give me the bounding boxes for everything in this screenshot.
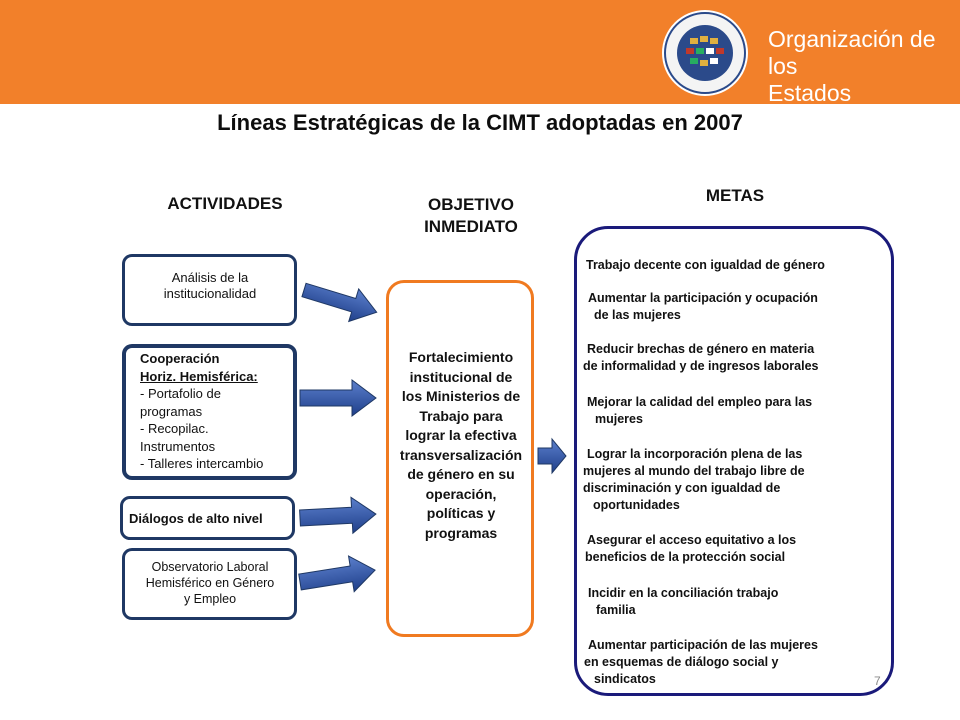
meta-item-5-line2: mujeres al mundo del trabajo libre de [583, 464, 805, 478]
objetivo-line10: programas [424, 524, 498, 541]
column-header-objetivo-line1: OBJETIVO [428, 195, 514, 214]
meta-item-1-line1: Trabajo decente con igualdad de género [586, 258, 825, 272]
activity-observatorio-line1: Observatorio Laboral [151, 560, 269, 574]
activity-cooperacion-line4: programas [140, 403, 203, 419]
column-header-objetivo-line2: INMEDIATO [424, 217, 518, 236]
meta-item-3-line2: de informalidad y de ingresos laborales [583, 359, 819, 373]
arrow-cooperacion-icon [300, 380, 376, 416]
meta-item-3 [583, 341, 819, 375]
activity-cooperacion-line7: - Talleres intercambio [140, 456, 264, 471]
meta-item-8-line1: Aumentar participación de las mujeres [588, 638, 818, 652]
activity-observatorio-line3: y Empleo [183, 592, 237, 606]
objetivo-text [390, 348, 532, 543]
meta-item-7-line2: familia [596, 603, 636, 617]
page-title: Líneas Estratégicas de la CIMT adoptadas en 2007 [217, 110, 743, 135]
activity-analisis-line1: Análisis de la [171, 270, 249, 285]
objetivo-line3: los Ministerios de [401, 388, 521, 404]
meta-item-6 [585, 532, 796, 566]
activity-cooperacion-line2: Horiz. Hemisférica: [140, 368, 258, 384]
column-header-actividades: ACTIVIDADES [167, 194, 283, 213]
activity-cooperacion-line3: - Portafolio de [140, 386, 221, 401]
meta-item-5-line4: oportunidades [593, 498, 680, 512]
org-name-line1: Organización de los [768, 26, 936, 79]
objetivo-line4: Trabajo para [419, 407, 503, 424]
objetivo-line7: de género en su [407, 466, 515, 482]
arrow-analisis-icon [299, 274, 382, 329]
objetivo-line9: políticas y [426, 505, 496, 521]
objetivo-line5: lograr la efectiva [405, 427, 517, 443]
activity-cooperacion-line6: Instrumentos [140, 438, 216, 454]
meta-item-4 [587, 394, 812, 428]
meta-item-5 [583, 446, 805, 514]
meta-item-1 [586, 257, 825, 274]
activity-analisis-line2: institucionalidad [163, 286, 257, 301]
meta-item-4-line1: Mejorar la calidad del empleo para las [587, 395, 813, 409]
arrow-dialogos-icon [299, 496, 377, 536]
activity-cooperacion-line1: Cooperación [140, 351, 220, 366]
activity-dialogos-text: Diálogos de alto nivel [129, 511, 263, 526]
activity-observatorio-line2: Hemisférico en Género [145, 576, 275, 590]
meta-item-8-line3: sindicatos [594, 672, 656, 686]
meta-item-5-line1: Lograr la incorporación plena de las [587, 447, 803, 461]
column-header-metas: METAS [705, 186, 765, 205]
page-number: 7 [874, 674, 881, 688]
meta-item-6-line1: Asegurar el acceso equitativo a los [587, 533, 797, 547]
meta-item-2 [588, 290, 818, 324]
meta-item-6-line2: beneficios de la protección social [585, 550, 786, 564]
activity-cooperacion-line5: - Recopilac. [140, 421, 209, 436]
meta-item-8-line2: en esquemas de diálogo social y [584, 655, 779, 669]
meta-item-5-line3: discriminación y con igualdad de [583, 481, 781, 495]
meta-item-7 [588, 585, 778, 619]
meta-item-4-line2: mujeres [595, 412, 643, 426]
objetivo-line1: Fortalecimiento [408, 349, 514, 365]
org-name-line2: Estados Americanos [768, 80, 890, 133]
objetivo-line2: institucional de [409, 368, 513, 385]
meta-item-3-line1: Reducir brechas de género en materia [587, 342, 815, 356]
meta-item-7-line1: Incidir en la conciliación trabajo [588, 586, 779, 600]
meta-item-2-line2: de las mujeres [594, 308, 681, 322]
meta-item-2-line1: Aumentar la participación y ocupación [588, 291, 818, 305]
objetivo-line6: transversalización [399, 446, 523, 463]
arrow-objetivo-metas-icon [538, 439, 566, 473]
meta-item-8 [584, 637, 818, 688]
arrow-observatorio-icon [297, 552, 378, 599]
objetivo-line8: operación, [425, 485, 497, 502]
